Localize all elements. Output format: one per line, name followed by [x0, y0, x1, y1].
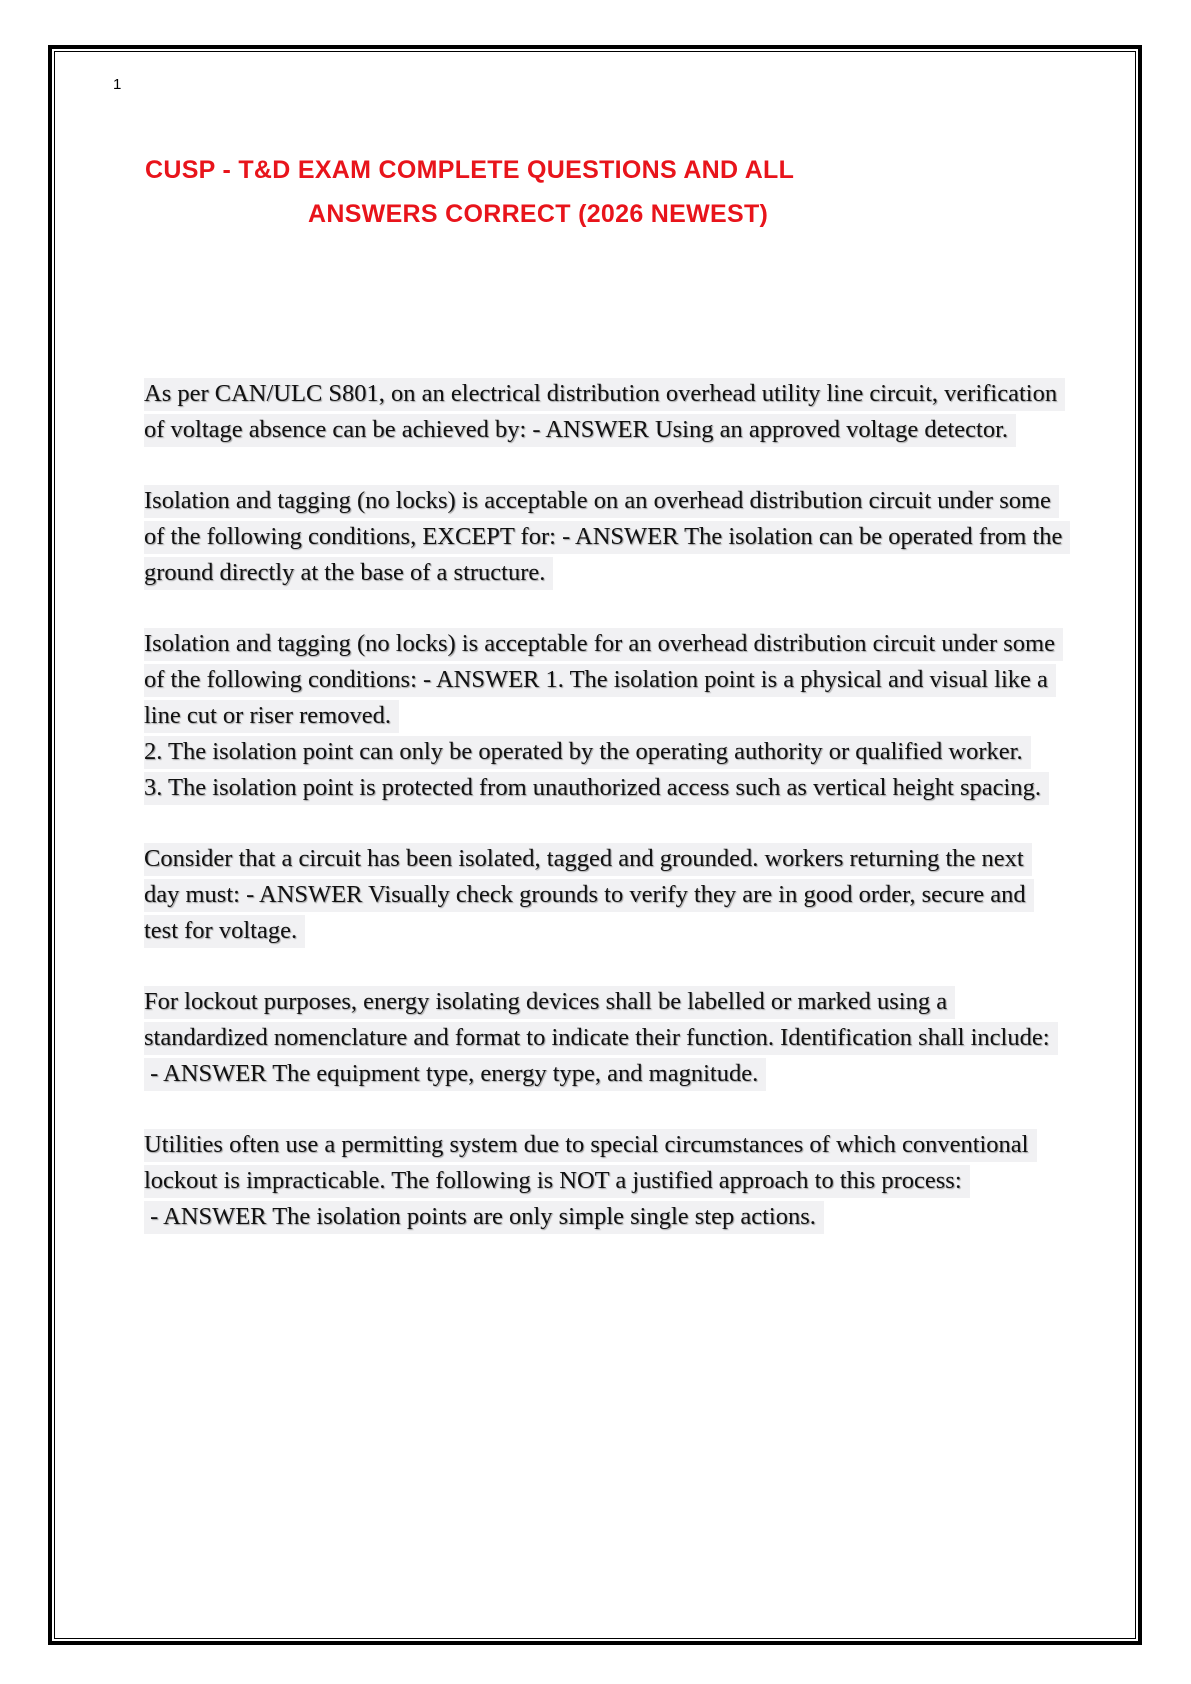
answer-text: Using an approved voltage detector. [654, 416, 1009, 443]
question-text: For lockout purposes, energy isolating devices shall be labelled or marked using a standardized nomenclature and format to indicate their function. Identification shall include: [144, 988, 1050, 1051]
answer-text-line-1: 1. The isolation point is a physical and visual like a line cut or riser removed. [144, 666, 1048, 729]
question-text: Utilities often use a permitting system due to special circumstances of which conventional lockout is impracticable. The following is NOT a justified approach to this process: [144, 1131, 1029, 1194]
answer-text: The isolation points are only simple single step actions. [272, 1203, 816, 1230]
question-text: Isolation and tagging (no locks) is acceptable on an overhead distribution circuit under some of the following conditions, EXCEPT for: [144, 487, 1051, 550]
qa-item-1: As per CAN/ULC S801, on an electrical distribution overhead utility line circuit, verification of voltage absence can be achieved by: - ANSWER Using an approved voltage detector. [144, 376, 1064, 448]
qa-item-5: For lockout purposes, energy isolating devices shall be labelled or marked using a standardized nomenclature and format to indicate their function. Identification shall include: - ANSWER The equipment type, energy type, and magnitude. [144, 984, 1064, 1092]
qa-item-2: Isolation and tagging (no locks) is acceptable on an overhead distribution circuit under some of the following conditions, EXCEPT for: - ANSWER The isolation can be operated from the ground directly at the base of a structure. [144, 483, 1064, 591]
page-number: 1 [113, 76, 122, 93]
question-text: Isolation and tagging (no locks) is acceptable for an overhead distribution circuit under some of the following conditions: [144, 630, 1055, 693]
answer-text: The equipment type, energy type, and magnitude. [272, 1060, 759, 1087]
answer-label: ANSWER [259, 881, 363, 908]
answer-text-line-3: 3. The isolation point is protected from unauthorized access such as vertical height spacing. [144, 774, 1041, 801]
answer-label: ANSWER [545, 416, 649, 443]
qa-item-6: Utilities often use a permitting system due to special circumstances of which conventional lockout is impracticable. The following is NOT a justified approach to this process: - ANSWER The isolation points are only simple single step actions. [144, 1127, 1064, 1235]
title-line-1: CUSP - T&D EXAM COMPLETE QUESTIONS AND ALL [145, 156, 795, 184]
question-text: As per CAN/ULC S801, on an electrical distribution overhead utility line circuit, verification of voltage absence can be achieved by: [144, 380, 1058, 443]
qa-item-4: Consider that a circuit has been isolated, tagged and grounded. workers returning the next day must: - ANSWER Visually check grounds to verify they are in good order, secure and test for voltage. [144, 841, 1064, 949]
answer-label: ANSWER [575, 523, 679, 550]
answer-text-line-2: 2. The isolation point can only be operated by the operating authority or qualified worker. [144, 738, 1023, 765]
answer-label: ANSWER [163, 1203, 267, 1230]
answer-text: The isolation can be operated from the ground directly at the base of a structure. [144, 523, 1063, 586]
qa-list [144, 376, 1064, 1270]
qa-item-3: Isolation and tagging (no locks) is acceptable for an overhead distribution circuit under some of the following conditions: - ANSWER 1. The isolation point is a physical and visual like a line cut or riser removed. 2. The isolation point can only be operated by the operating authority or qualified worker. 3. The isolation point is protected from unauthorized access such as vertical height spacing. [144, 626, 1064, 806]
title-line-2: ANSWERS CORRECT (2026 NEWEST) [308, 200, 769, 228]
document-title [100, 148, 1080, 236]
answer-text: Visually check grounds to verify they are in good order, secure and test for voltage. [144, 881, 1026, 944]
answer-label: ANSWER [435, 666, 540, 693]
answer-label: ANSWER [163, 1060, 267, 1087]
question-text: Consider that a circuit has been isolated, tagged and grounded. workers returning the next day must: [144, 845, 1024, 908]
